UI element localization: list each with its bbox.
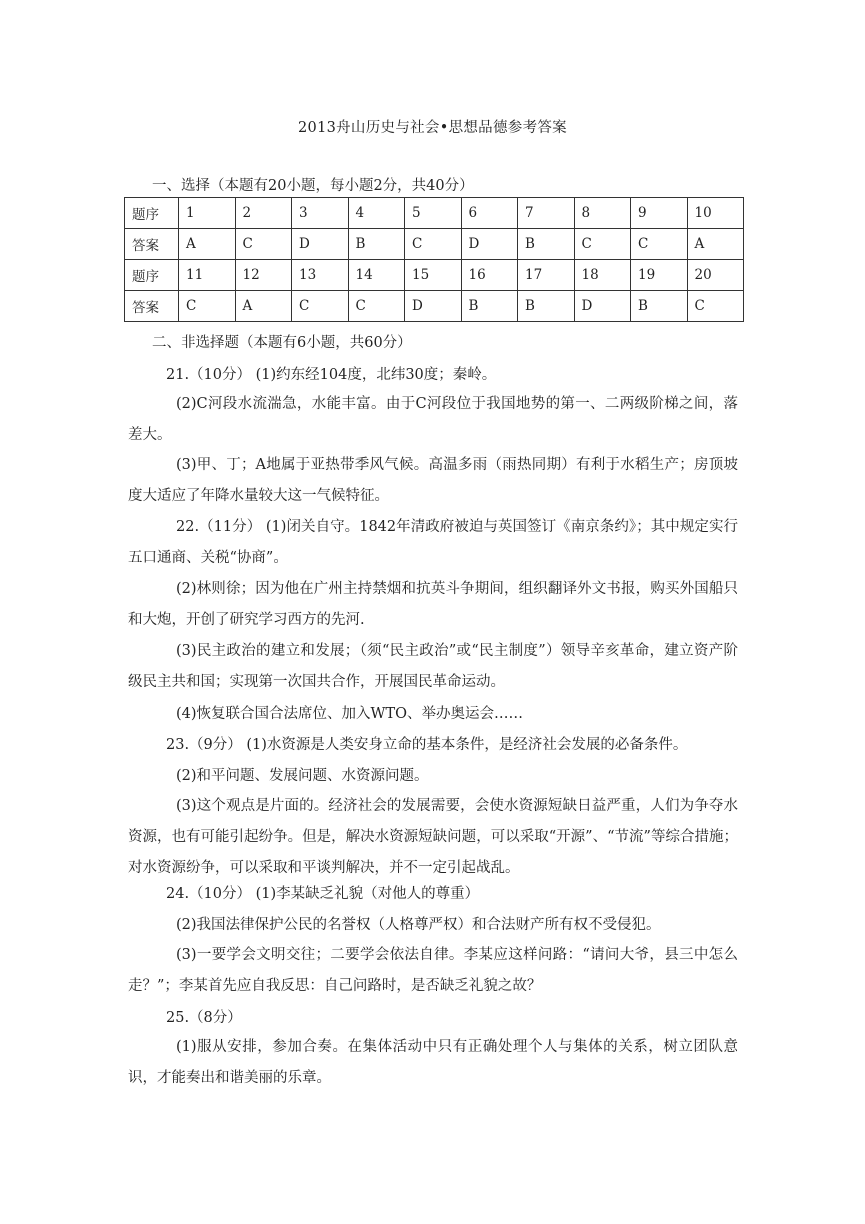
table-row bbox=[125, 229, 744, 260]
table-cell: C bbox=[574, 229, 631, 260]
table-row bbox=[125, 291, 744, 322]
table-cell: C bbox=[235, 229, 292, 260]
table-cell: 20 bbox=[687, 260, 744, 291]
table-cell: B bbox=[631, 291, 688, 322]
table-cell: 4 bbox=[348, 198, 405, 229]
answer-21-3: (3)甲、丁；A地属于亚热带季风气候。高温多雨（雨热同期）有利于水稻生产；房顶坡度大适应了年降水量较大这一气候特征。 bbox=[128, 457, 738, 504]
answer-24-3: (3)一要学会文明交往；二要学会依法自律。李某应这样问路：“请问大爷，县三中怎么走？”；李某首先应自我反思：自己问路时，是否缺乏礼貌之故？ bbox=[128, 947, 738, 994]
answer-23-2: (2)和平问题、发展问题、水资源问题。 bbox=[176, 768, 429, 784]
section-heading-choice: 一、选择（本题有20小题，每小题2分，共40分） bbox=[152, 178, 474, 194]
table-cell: 3 bbox=[292, 198, 349, 229]
table-cell: 9 bbox=[631, 198, 688, 229]
table-row-label: 答案 bbox=[125, 229, 179, 260]
table-cell: 5 bbox=[405, 198, 462, 229]
table-cell: 15 bbox=[405, 260, 462, 291]
answer-table bbox=[124, 197, 744, 322]
table-cell: A bbox=[235, 291, 292, 322]
table-cell: B bbox=[348, 229, 405, 260]
answer-22-2: (2)林则徐；因为他在广州主持禁烟和抗英斗争期间，组织翻译外文书报，购买外国船只和大炮，开创了研究学习西方的先河. bbox=[128, 581, 738, 628]
table-row-label: 题序 bbox=[125, 260, 179, 291]
section-heading-nonchoice: 二、非选择题（本题有6小题，共60分） bbox=[152, 335, 412, 351]
answer-23-1: 23.（9分） (1)水资源是人类安身立命的基本条件，是经济社会发展的必备条件。 bbox=[166, 737, 688, 753]
table-cell: 12 bbox=[235, 260, 292, 291]
table-row bbox=[125, 260, 744, 291]
table-row-label: 题序 bbox=[125, 198, 179, 229]
answer-22-1: 22.（11分） (1)闭关自守。1842年清政府被迫与英国签订《南京条约》；其中规定实行五口通商、关税“协商”。 bbox=[128, 519, 738, 566]
table-cell: D bbox=[574, 291, 631, 322]
table-cell: 11 bbox=[179, 260, 236, 291]
table-cell: D bbox=[292, 229, 349, 260]
table-cell: 17 bbox=[518, 260, 575, 291]
answer-21-2: (2)C河段水流湍急，水能丰富。由于C河段位于我国地势的第一、二两级阶梯之间，落差大。 bbox=[128, 396, 738, 443]
table-cell: A bbox=[179, 229, 236, 260]
table-cell: C bbox=[687, 291, 744, 322]
table-cell: C bbox=[631, 229, 688, 260]
table-cell: C bbox=[405, 229, 462, 260]
answer-22-4: (4)恢复联合国合法席位、加入WTO、举办奥运会…… bbox=[176, 706, 524, 722]
table-cell: B bbox=[461, 291, 518, 322]
table-cell: 7 bbox=[518, 198, 575, 229]
table-cell: 13 bbox=[292, 260, 349, 291]
table-cell: C bbox=[292, 291, 349, 322]
table-cell: C bbox=[348, 291, 405, 322]
table-cell: 8 bbox=[574, 198, 631, 229]
table-cell: B bbox=[518, 291, 575, 322]
answer-25-heading: 25.（8分） bbox=[166, 1010, 242, 1026]
table-cell: D bbox=[461, 229, 518, 260]
table-cell: 1 bbox=[179, 198, 236, 229]
answer-23-3: (3)这个观点是片面的。经济社会的发展需要，会使水资源短缺日益严重，人们为争夺水资源，也有可能引起纷争。但是，解决水资源短缺问题，可以采取“开源”、“节流”等综合措施；对水资源纷争，可以采取和平谈判解决，并不一定引起战乱。 bbox=[128, 798, 738, 876]
table-cell: B bbox=[518, 229, 575, 260]
table-row-label: 答案 bbox=[125, 291, 179, 322]
table-cell: 6 bbox=[461, 198, 518, 229]
table-cell: D bbox=[405, 291, 462, 322]
answer-21-1: 21.（10分） (1)约东经104度，北纬30度；秦岭。 bbox=[166, 367, 497, 383]
answer-24-1: 24.（10分） (1)李某缺乏礼貌（对他人的尊重） bbox=[166, 886, 480, 902]
table-cell: C bbox=[179, 291, 236, 322]
table-row bbox=[125, 198, 744, 229]
table-cell: 10 bbox=[687, 198, 744, 229]
answer-24-2: (2)我国法律保护公民的名誉权（人格尊严权）和合法财产所有权不受侵犯。 bbox=[176, 917, 661, 933]
table-cell: 2 bbox=[235, 198, 292, 229]
table-cell: A bbox=[687, 229, 744, 260]
table-cell: 18 bbox=[574, 260, 631, 291]
page-title: 2013舟山历史与社会•思想品德参考答案 bbox=[298, 120, 567, 136]
answer-22-3: (3)民主政治的建立和发展；（须“民主政治”或“民主制度”）领导辛亥革命，建立资产阶级民主共和国；实现第一次国共合作，开展国民革命运动。 bbox=[128, 643, 738, 690]
table-cell: 14 bbox=[348, 260, 405, 291]
table-cell: 19 bbox=[631, 260, 688, 291]
answer-25-1: (1)服从安排，参加合奏。在集体活动中只有正确处理个人与集体的关系，树立团队意识，才能奏出和谐美丽的乐章。 bbox=[128, 1039, 738, 1086]
table-cell: 16 bbox=[461, 260, 518, 291]
